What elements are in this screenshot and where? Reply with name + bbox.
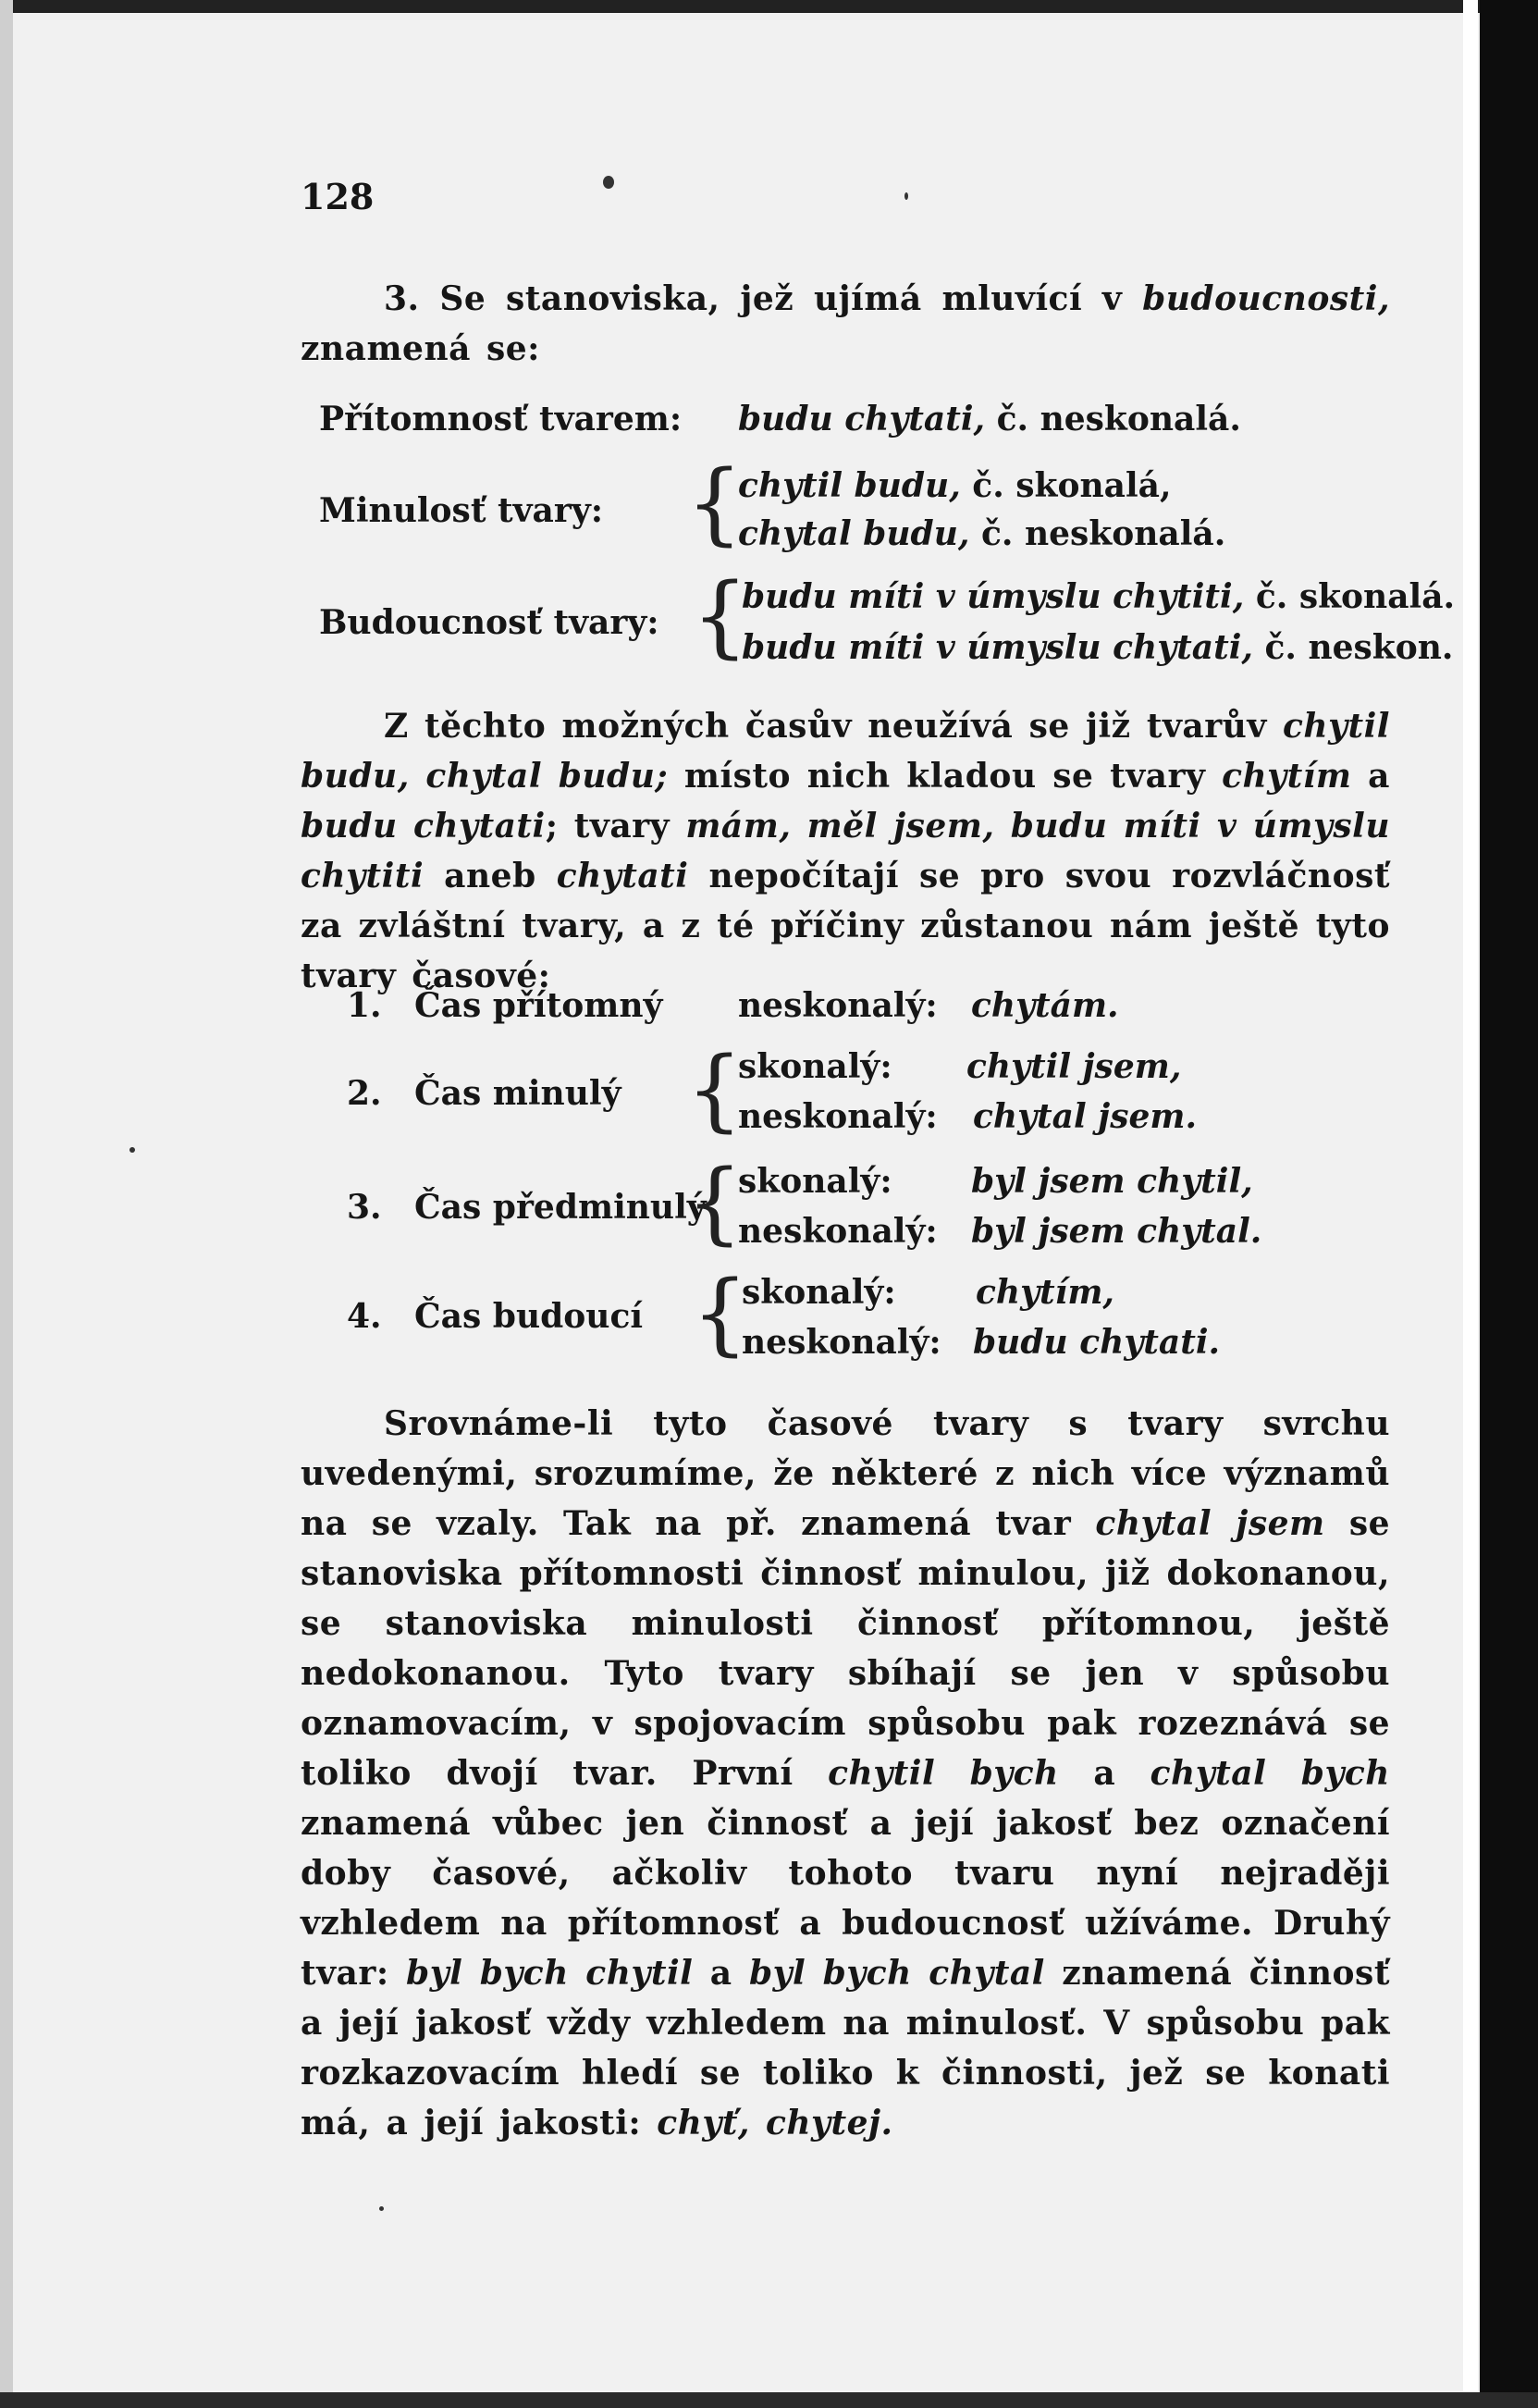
- tense-3-form-1: byl jsem chytil,: [971, 1162, 1253, 1201]
- tense-4-aspect-1: skonalý:: [742, 1273, 896, 1312]
- scan-border-left: [0, 0, 13, 2408]
- scan-border-right: [1480, 0, 1538, 2408]
- scan-border-top: [0, 0, 1538, 13]
- tense-1-form: chytám.: [971, 986, 1119, 1025]
- brace-tense-2: {: [686, 1038, 744, 1142]
- tense-1-aspect: neskonalý:: [738, 986, 938, 1025]
- brace-past: {: [686, 451, 744, 555]
- ink-speck: [379, 2206, 384, 2211]
- scan-border-inner-right: [1463, 0, 1478, 2408]
- ink-speck: [129, 1147, 135, 1153]
- tense-3-aspect-1: skonalý:: [738, 1162, 892, 1201]
- tense-4-form-1: chytím,: [976, 1273, 1114, 1312]
- paragraph-3: Srovnáme-li tyto časové tvary s tvary svrchu uvedenými, srozumíme, že některé z nich více významů na se vzaly. Tak na př. znamená tvar chytal jsem se stanoviska přítomnosti činnosť minulou, již dokonanou, se stanoviska minulosti činnosť přítomnou, ještě nedokonanou. Tyto tvary sbíhají se jen v spůsobu oznamovacím, v spojovacím spůsobu pak rozeznává se toliko dvojí tvar. První chytil bych a chytal bych znamená vůbec jen činnosť a její jakosť bez označení doby časové, ačkoliv tohoto tvaru nyní nejraději vzhledem na přítomnosť a budoucnosť užíváme. Druhý tvar: byl bych chytil a byl bych chytal znamená činnosť a její jakosť vždy vzhledem na minulosť. V spůsobu pak rozkazovacím hledí se toliko k činnosti, jež se konati má, a její jakosti: chyť, chytej.: [301, 1404, 1390, 2143]
- brace-tense-4: {: [692, 1262, 749, 1365]
- tense-1-name: Čas přítomný: [414, 986, 663, 1025]
- tense-3-name: Čas předminulý: [414, 1188, 707, 1227]
- tense-2-name: Čas minulý: [414, 1074, 621, 1113]
- intro-text: 3. Se stanoviska, jež ujímá mluvící v: [384, 279, 1123, 318]
- future-label: Budoucnosť tvary:: [319, 603, 659, 642]
- ink-speck: [603, 176, 614, 189]
- section3-intro: [301, 274, 1390, 374]
- brace-future: {: [692, 564, 749, 668]
- tense-2-form-2: chytal jsem.: [973, 1097, 1197, 1136]
- future-form-1: budu míti v úmyslu chytiti, č. skonalá.: [742, 577, 1456, 616]
- tense-2-num: 2.: [347, 1074, 382, 1113]
- past-form-1: chytil budu, č. skonalá,: [738, 466, 1172, 505]
- tense-2-form-1: chytil jsem,: [966, 1047, 1182, 1086]
- past-label: Minulosť tvary:: [319, 491, 604, 530]
- tense-4-aspect-2: neskonalý:: [742, 1323, 941, 1362]
- tense-4-form-2: budu chytati.: [973, 1323, 1221, 1362]
- brace-tense-3: {: [686, 1151, 744, 1254]
- tense-2-aspect-1: skonalý:: [738, 1047, 892, 1086]
- paragraph-2: Z těchto možných časův neužívá se již tvarův chytil budu, chytal budu; místo nich kladou se tvary chytím a budu chytati; tvary mám, měl jsem, budu míti v úmyslu chytiti aneb chytati nepočítají se pro svou rozvláčnosť za zvláštní tvary, a z té příčiny zůstanou nám ještě tyto tvary časové:: [301, 707, 1390, 995]
- intro-rest: znamená se:: [301, 329, 540, 368]
- past-form-2: chytal budu, č. neskonalá.: [738, 514, 1226, 553]
- tense-2-aspect-2: neskonalý:: [738, 1097, 938, 1136]
- intro-emphasis: budoucnosti,: [1142, 279, 1390, 318]
- tense-3-aspect-2: neskonalý:: [738, 1212, 938, 1251]
- tense-3-num: 3.: [347, 1188, 382, 1227]
- scan-border-bottom: [0, 2392, 1538, 2408]
- present-label: Přítomnosť tvarem:: [319, 400, 683, 438]
- tense-4-num: 4.: [347, 1297, 382, 1336]
- ink-speck: [904, 192, 908, 200]
- tense-1-num: 1.: [347, 986, 382, 1025]
- present-form: budu chytati, č. neskonalá.: [738, 400, 1241, 438]
- tense-4-name: Čas budoucí: [414, 1297, 644, 1336]
- future-form-2: budu míti v úmyslu chytati, č. neskon.: [742, 628, 1454, 667]
- page-number: 128: [301, 176, 375, 217]
- tense-3-form-2: byl jsem chytal.: [971, 1212, 1262, 1251]
